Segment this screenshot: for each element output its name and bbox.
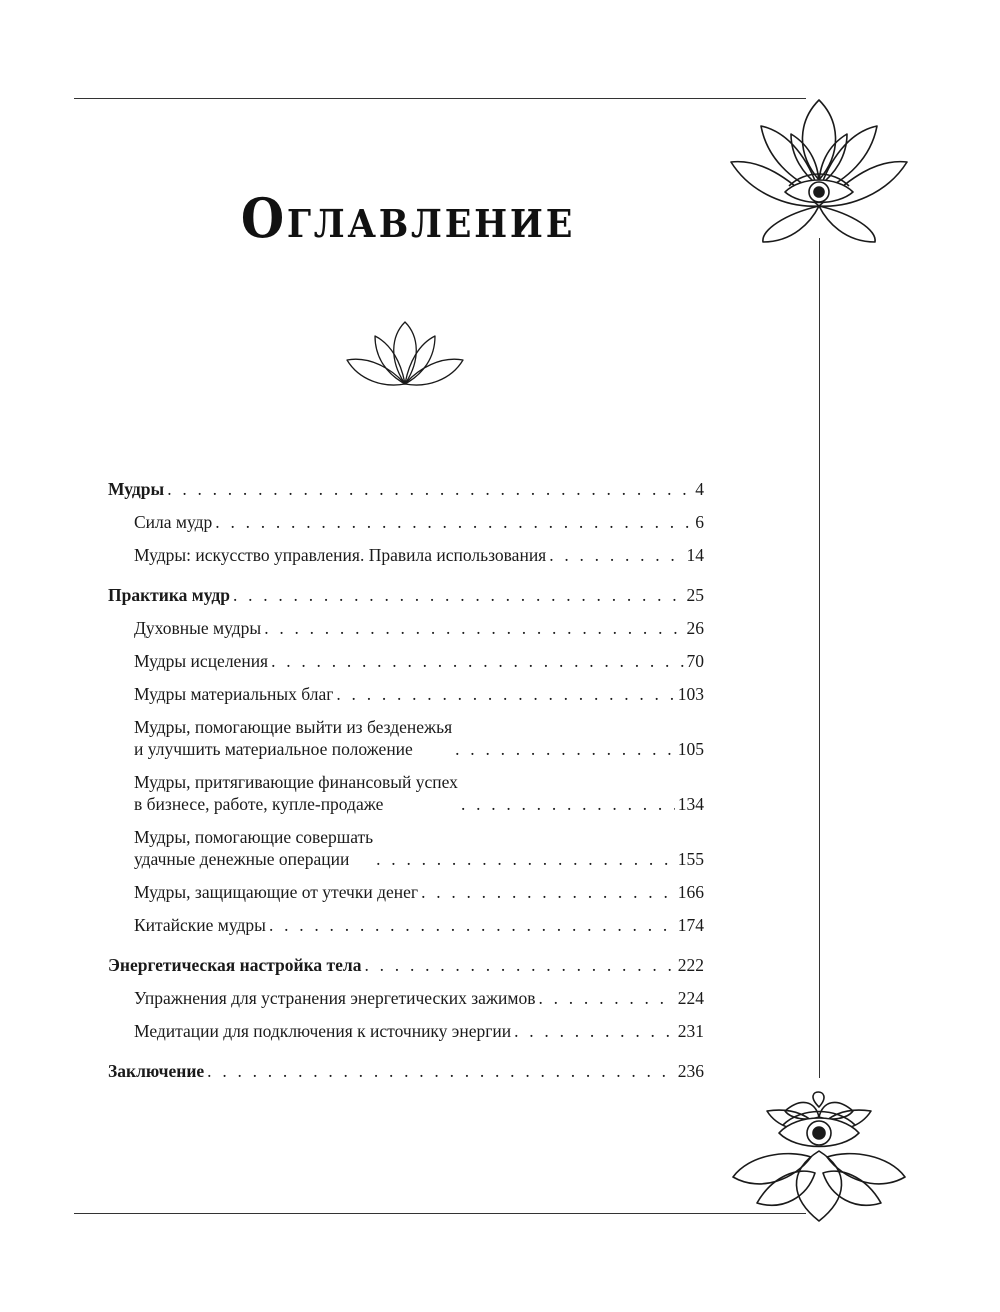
toc-entry[interactable] bbox=[108, 1060, 704, 1082]
table-of-contents bbox=[108, 478, 704, 1100]
toc-entry[interactable] bbox=[108, 584, 704, 606]
toc-entry-title: Мудры материальных благ bbox=[134, 684, 334, 704]
toc-entry-title: Мудры, помогающие выйти из безденежья и улучшить материальное положение bbox=[134, 717, 453, 759]
toc-entry[interactable] bbox=[108, 914, 704, 936]
toc-section bbox=[108, 478, 704, 566]
toc-section bbox=[108, 954, 704, 1042]
leader-dots bbox=[538, 987, 674, 1009]
toc-entry-page: 134 bbox=[677, 794, 704, 814]
leader-dots bbox=[167, 478, 692, 500]
toc-entry-title: Мудры: искусство управления. Правила использования bbox=[134, 545, 547, 565]
toc-entry[interactable] bbox=[108, 716, 704, 760]
toc-entry-title: Энергетическая настройка тела bbox=[108, 955, 362, 975]
toc-entry-page: 6 bbox=[695, 512, 704, 532]
toc-entry[interactable] bbox=[108, 826, 704, 870]
toc-entry-page: 224 bbox=[677, 988, 704, 1008]
toc-entry-title: Практика мудр bbox=[108, 585, 230, 605]
toc-entry[interactable] bbox=[108, 617, 704, 639]
toc-entry-page: 70 bbox=[686, 651, 704, 671]
leader-dots bbox=[233, 584, 684, 606]
page-title: Оглавление bbox=[240, 186, 576, 250]
lotus-icon bbox=[345, 318, 465, 392]
toc-entry[interactable] bbox=[108, 544, 704, 566]
toc-entry[interactable] bbox=[108, 771, 704, 815]
toc-entry-title: Мудры, помогающие совершать удачные денежные операции bbox=[134, 827, 374, 869]
toc-entry-title: Мудры bbox=[108, 479, 165, 499]
toc-entry-page: 14 bbox=[686, 545, 704, 565]
toc-entry[interactable] bbox=[108, 987, 704, 1009]
leader-dots bbox=[336, 683, 674, 705]
vertical-rule bbox=[819, 238, 820, 1078]
toc-entry-title: Мудры исцеления bbox=[134, 651, 269, 671]
toc-section bbox=[108, 584, 704, 936]
leader-dots bbox=[514, 1020, 675, 1042]
toc-entry[interactable] bbox=[108, 954, 704, 976]
top-rule bbox=[74, 98, 806, 99]
leader-dots bbox=[549, 544, 683, 566]
leader-dots bbox=[215, 511, 692, 533]
toc-entry-title: Мудры, защищающие от утечки денег bbox=[134, 882, 419, 902]
toc-entry-title: Духовные мудры bbox=[134, 618, 262, 638]
toc-entry-title: Заключение bbox=[108, 1061, 205, 1081]
eye-lotus-icon bbox=[727, 1077, 911, 1225]
bottom-rule bbox=[74, 1213, 806, 1214]
toc-entry[interactable] bbox=[108, 478, 704, 500]
toc-entry-page: 231 bbox=[677, 1021, 704, 1041]
leader-dots bbox=[461, 793, 675, 815]
toc-entry[interactable] bbox=[108, 650, 704, 672]
toc-entry-title: Китайские мудры bbox=[134, 915, 266, 935]
toc-entry[interactable] bbox=[108, 881, 704, 903]
leader-dots bbox=[264, 617, 683, 639]
toc-entry-page: 26 bbox=[686, 618, 704, 638]
toc-entry-title: Мудры, притягивающие финансовый успех в бизнесе, работе, купле-продаже bbox=[134, 772, 458, 814]
toc-entry-page: 103 bbox=[677, 684, 704, 704]
toc-entry-title: Упражнения для устранения энергетических зажимов bbox=[134, 988, 536, 1008]
leader-dots bbox=[271, 650, 683, 672]
toc-entry-page: 166 bbox=[677, 882, 704, 902]
leader-dots bbox=[376, 848, 675, 870]
toc-entry-page: 155 bbox=[677, 849, 704, 869]
leader-dots bbox=[207, 1060, 675, 1082]
toc-entry-page: 236 bbox=[677, 1061, 704, 1081]
toc-section bbox=[108, 1060, 704, 1082]
toc-entry-page: 174 bbox=[677, 915, 704, 935]
toc-entry-title: Сила мудр bbox=[134, 512, 213, 532]
toc-entry-page: 222 bbox=[677, 955, 704, 975]
toc-entry-title: Медитации для подключения к источнику энергии bbox=[134, 1021, 512, 1041]
leader-dots bbox=[421, 881, 675, 903]
toc-entry-page: 25 bbox=[686, 585, 704, 605]
leader-dots bbox=[269, 914, 675, 936]
leader-dots bbox=[455, 738, 675, 760]
toc-entry[interactable] bbox=[108, 511, 704, 533]
toc-entry-page: 4 bbox=[695, 479, 704, 499]
toc-entry[interactable] bbox=[108, 683, 704, 705]
toc-entry-page: 105 bbox=[677, 739, 704, 759]
toc-entry[interactable] bbox=[108, 1020, 704, 1042]
leader-dots bbox=[365, 954, 675, 976]
